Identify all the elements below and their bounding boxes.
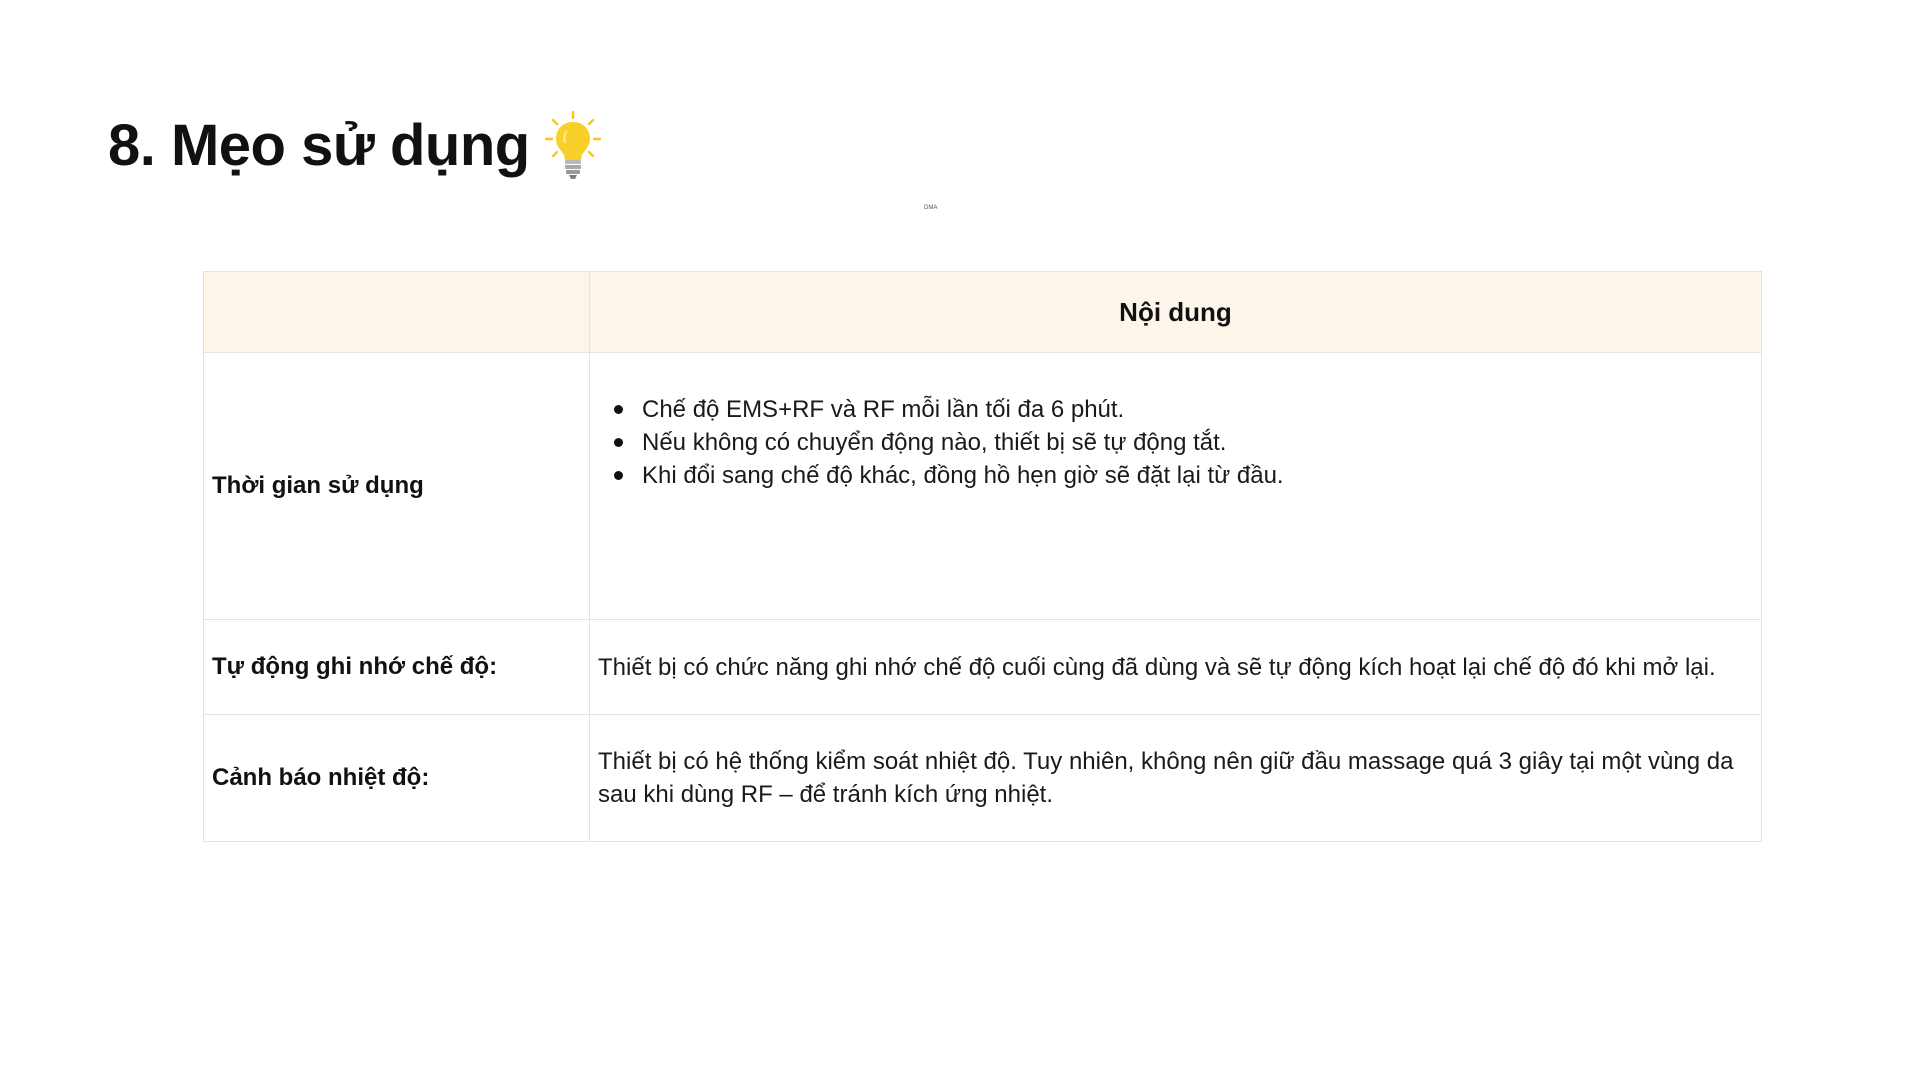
tips-table [203, 271, 1762, 842]
list-item-text: Nếu không có chuyển động nào, thiết bị sẽ tự động tắt. [642, 429, 1227, 456]
lightbulb-icon [544, 110, 602, 182]
row-content-auto-memory: Thiết bị có chức năng ghi nhớ chế độ cuối cùng đã dùng và sẽ tự động kích hoạt lại chế độ đó khi mở lại. [590, 620, 1762, 715]
row-label-usage-time: Thời gian sử dụng [204, 353, 590, 620]
list-item [630, 459, 1753, 492]
table-row [204, 620, 1762, 715]
page-title: 8. Mẹo sử dụng [108, 113, 530, 178]
table-header-empty [204, 272, 590, 353]
list-item-text: Chế độ EMS+RF và RF mỗi lần tối đa 6 phút. [642, 396, 1125, 423]
bullet-icon [614, 405, 623, 414]
list-item [630, 426, 1753, 459]
list-item [630, 393, 1753, 426]
row-label-auto-memory: Tự động ghi nhớ chế độ: [204, 620, 590, 715]
row-content-temperature-warning: Thiết bị có hệ thống kiểm soát nhiệt độ. Tuy nhiên, không nên giữ đầu massage quá 3 giây tại một vùng da sau khi dùng RF – để tránh kích ứng nhiệt. [590, 715, 1762, 842]
title-row [108, 104, 602, 188]
table-row [204, 715, 1762, 842]
small-mark: DMA [924, 205, 938, 211]
row-content-usage-time [590, 353, 1762, 620]
bullet-icon [614, 438, 623, 447]
table-header-row [204, 272, 1762, 353]
bullet-icon [614, 471, 623, 480]
list-item-text: Khi đổi sang chế độ khác, đồng hồ hẹn giờ sẽ đặt lại từ đầu. [642, 462, 1284, 489]
bullet-list [598, 393, 1753, 492]
table-row [204, 353, 1762, 620]
row-label-temperature-warning: Cảnh báo nhiệt độ: [204, 715, 590, 842]
table-header-content: Nội dung [590, 272, 1762, 353]
